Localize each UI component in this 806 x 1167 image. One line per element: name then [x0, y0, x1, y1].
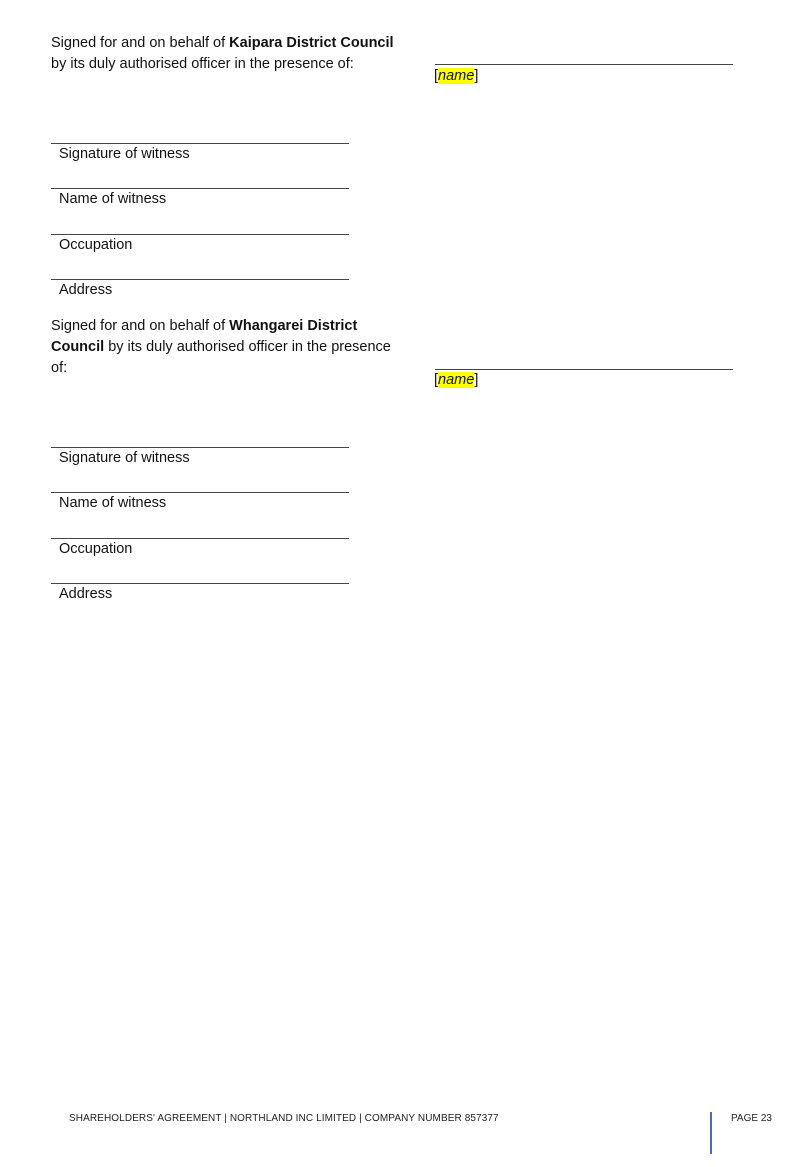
witness-signature-line — [51, 447, 349, 448]
witness-address-line — [51, 279, 349, 280]
witness-signature-label: Signature of witness — [59, 450, 190, 466]
witness-occupation-label: Occupation — [59, 541, 133, 557]
signatory-name-placeholder: [name] — [434, 372, 479, 388]
witness-occupation-line — [51, 538, 349, 539]
witness-name-line — [51, 188, 349, 189]
witness-address-label: Address — [59, 586, 113, 602]
signatory-name-placeholder: [name] — [434, 68, 479, 84]
witness-address-label: Address — [59, 282, 113, 298]
signing-statement: Signed for and on behalf of Kaipara District Council by its duly authorised officer in the presence of: — [51, 35, 394, 72]
party-name: Kaipara District Council — [229, 35, 394, 51]
signing-statement: Signed for and on behalf of Whangarei District Council by its duly authorised officer in the presence of: — [51, 318, 391, 376]
witness-name-label: Name of witness — [59, 495, 167, 511]
signatory-signature-line — [435, 369, 733, 370]
page-number: PAGE 23 — [731, 1113, 772, 1124]
party-name: Whangarei District Council — [51, 318, 358, 355]
witness-occupation-line — [51, 234, 349, 235]
signatory-signature-line — [435, 64, 733, 65]
witness-address-line — [51, 583, 349, 584]
witness-signature-label: Signature of witness — [59, 146, 190, 162]
witness-signature-line — [51, 143, 349, 144]
witness-name-label: Name of witness — [59, 191, 167, 207]
witness-occupation-label: Occupation — [59, 237, 133, 253]
footer-divider — [710, 1112, 712, 1154]
footer-document-title: SHAREHOLDERS' AGREEMENT | NORTHLAND INC LIMITED | COMPANY NUMBER 857377 — [69, 1113, 499, 1124]
witness-name-line — [51, 492, 349, 493]
